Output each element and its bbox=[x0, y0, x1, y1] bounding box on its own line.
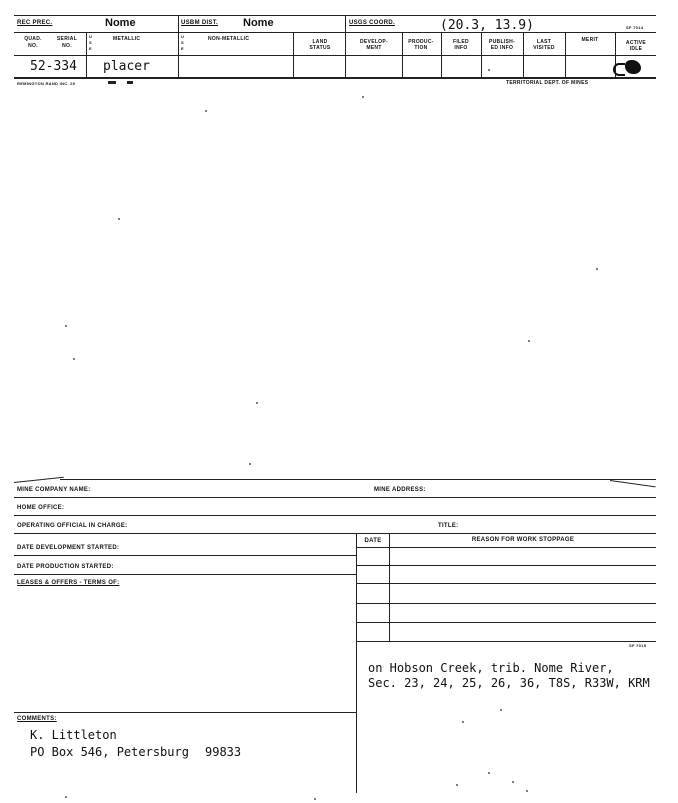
comments-label: COMMENTS: bbox=[17, 716, 57, 722]
scan-speck bbox=[73, 358, 75, 360]
scan-speck bbox=[65, 796, 67, 798]
scan-speck bbox=[249, 463, 251, 465]
scan-speck bbox=[456, 784, 458, 786]
scan-speck bbox=[596, 268, 598, 270]
center-divider bbox=[356, 533, 357, 793]
scan-speck bbox=[65, 325, 67, 327]
scan-speck bbox=[256, 402, 258, 404]
scan-speck bbox=[512, 781, 514, 783]
col-use-label: U S E bbox=[89, 34, 93, 51]
col-merit-label: MERIT bbox=[581, 37, 599, 43]
rule bbox=[14, 555, 356, 556]
top-rule bbox=[14, 15, 656, 16]
col-metallic-label: METALLIC bbox=[113, 36, 141, 42]
scan-speck bbox=[118, 218, 120, 220]
location-line1: on Hobson Creek, trib. Nome River, bbox=[368, 661, 614, 675]
col-no-label: NO. bbox=[28, 43, 38, 49]
col-ment-label: MENT bbox=[366, 45, 382, 51]
col-filed-label: FILED bbox=[453, 39, 469, 45]
col-develop-label: DEVELOP- bbox=[360, 39, 388, 45]
scan-speck bbox=[314, 798, 316, 800]
usbm-dist-value: Nome bbox=[243, 17, 274, 29]
column-divider bbox=[14, 55, 656, 56]
col-visited-label: VISITED bbox=[533, 45, 555, 51]
scan-speck bbox=[362, 96, 364, 98]
scan-speck bbox=[500, 709, 502, 711]
usbm-dist-label: USBM DIST. bbox=[181, 20, 219, 26]
col-info-label: INFO bbox=[454, 45, 468, 51]
date-col-divider bbox=[389, 533, 390, 641]
col-serial-no-label: NO. bbox=[62, 43, 72, 49]
ink-mark bbox=[108, 81, 116, 84]
mine-address-label: MINE ADDRESS: bbox=[374, 487, 426, 493]
scan-speck bbox=[462, 721, 464, 723]
card-corner bbox=[610, 480, 656, 487]
table-rule bbox=[356, 583, 656, 584]
divider bbox=[293, 32, 294, 77]
form-number-bottom: SF 7015 bbox=[629, 643, 647, 648]
scan-speck bbox=[205, 110, 207, 112]
col-serial-label: SERIAL bbox=[56, 36, 78, 42]
rule bbox=[14, 497, 656, 498]
scan-speck bbox=[488, 772, 490, 774]
location-line2: Sec. 23, 24, 25, 26, 36, T8S, R33W, KRM bbox=[368, 676, 650, 690]
form-number-top: SF 7014 bbox=[626, 25, 644, 30]
col-active-label: ACTIVE bbox=[625, 40, 647, 46]
usgs-coord-value: (20.3, 13.9) bbox=[440, 18, 534, 33]
col-last-label: LAST bbox=[536, 39, 552, 45]
title-label: TITLE: bbox=[438, 523, 459, 529]
comment-line2: PO Box 546, Petersburg bbox=[30, 745, 189, 759]
divider bbox=[86, 55, 87, 77]
col-land-label: LAND bbox=[312, 39, 328, 45]
col-publish-label: PUBLISH- bbox=[488, 39, 515, 45]
table-rule bbox=[356, 622, 656, 623]
territorial-line: TERRITORIAL DEPT. OF MINES bbox=[506, 80, 589, 86]
mine-company-label: MINE COMPANY NAME: bbox=[17, 487, 91, 493]
table-rule bbox=[356, 565, 656, 566]
publisher-line: REMINGTON RAND INC. 20 bbox=[17, 81, 76, 86]
col-tion-label: TION bbox=[414, 45, 428, 51]
rule bbox=[14, 533, 656, 534]
rec-prec-value: Nome bbox=[105, 17, 136, 29]
table-rule bbox=[356, 603, 656, 604]
date-production-label: DATE PRODUCTION STARTED: bbox=[17, 564, 114, 570]
usgs-coord-label: USGS COORD. bbox=[349, 20, 395, 26]
ink-mark bbox=[613, 63, 625, 76]
operating-official-label: OPERATING OFFICIAL IN CHARGE: bbox=[17, 523, 128, 529]
col-quad-label: QUAD. bbox=[24, 36, 42, 42]
ink-mark bbox=[127, 81, 133, 84]
date-development-label: DATE DEVELOPMENT STARTED: bbox=[17, 545, 120, 551]
leases-label: LEASES & OFFERS - TERMS OF: bbox=[17, 580, 120, 586]
col-nonmetallic-label: NON-METALLIC bbox=[208, 36, 250, 42]
home-office-label: HOME OFFICE: bbox=[17, 505, 65, 511]
rule bbox=[14, 515, 656, 516]
divider bbox=[86, 32, 87, 55]
comment-zip: 99833 bbox=[205, 745, 242, 759]
header-divider bbox=[14, 32, 656, 33]
rec-prec-label: REC PREC. bbox=[17, 20, 53, 26]
comment-line1: K. Littleton bbox=[30, 728, 117, 742]
ink-blot bbox=[625, 60, 641, 74]
col-edinfo-label: ED INFO bbox=[490, 45, 514, 51]
rule bbox=[14, 574, 356, 575]
divider bbox=[345, 15, 346, 77]
card-bottom-rule bbox=[14, 77, 656, 79]
card-top-edge bbox=[60, 479, 656, 480]
col-status-label: STATUS bbox=[309, 45, 331, 51]
date-col-label: DATE bbox=[364, 538, 382, 544]
reason-col-label: REASON FOR WORK STOPPAGE bbox=[471, 537, 575, 543]
card-corner bbox=[14, 477, 64, 483]
metallic-value: placer bbox=[103, 59, 150, 74]
ink-dot bbox=[488, 69, 490, 71]
col-idle-label: IDLE bbox=[629, 46, 643, 52]
rule bbox=[14, 712, 356, 713]
col-use2-label: U S E bbox=[181, 34, 185, 51]
divider bbox=[178, 15, 179, 77]
quad-serial-value: 52-334 bbox=[30, 59, 77, 74]
scan-speck bbox=[526, 790, 528, 792]
table-rule bbox=[356, 547, 656, 548]
scan-speck bbox=[528, 340, 530, 342]
table-rule bbox=[356, 641, 656, 642]
col-produc-label: PRODUC- bbox=[408, 39, 434, 45]
